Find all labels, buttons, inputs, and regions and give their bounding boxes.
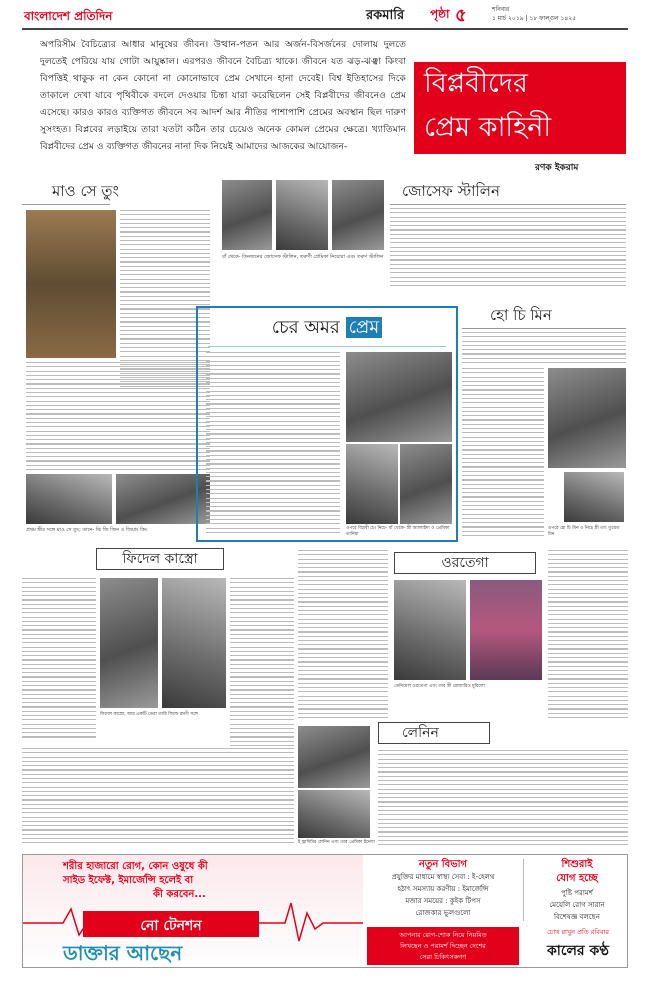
fidel-text-bottom bbox=[22, 748, 294, 844]
byline: রণক ইকরাম bbox=[535, 163, 579, 173]
fidel-photo-2 bbox=[162, 578, 226, 708]
ho-text-left bbox=[462, 368, 544, 538]
fidel-text-right bbox=[230, 578, 294, 748]
headline-title-line2: প্রেম কাহিনী bbox=[424, 112, 552, 143]
new-section-title: নতুন বিভাগ bbox=[418, 859, 468, 870]
che-portrait-photo bbox=[346, 352, 452, 442]
che-section bbox=[196, 306, 458, 542]
stalin-caption: বাঁ থেকে- তিনজনের জোসেফ স্টালিন, তরুণী প্রেমিকা নিয়োরা এবং তরুণ স্টালিন bbox=[222, 254, 384, 260]
stalin-text bbox=[390, 208, 626, 286]
che-title bbox=[198, 316, 456, 340]
fidel-title: ফিদেল কাস্ত্রো bbox=[96, 548, 224, 570]
new-section-line3: মজার সময়ের : কুইক টিপস bbox=[405, 897, 481, 905]
ad-tagline-line1: শরীর হাজারো রোগ, কোন ওষুধে কী bbox=[63, 861, 208, 872]
new-section-line1: প্রযুক্তির মাধ্যমে স্বাস্থ্য সেবা : ই-হেলথ bbox=[391, 873, 495, 881]
che-caption: ওপরে বিপ্লবী চে। নিচে- বাঁ থেকে- স্ত্রী অ্যালাইদা ও প্রেমিকা তানিয়া bbox=[346, 526, 450, 537]
stalin-title-rule bbox=[390, 204, 626, 205]
kaler-kantho-logo: কালের কণ্ঠ bbox=[547, 943, 609, 959]
mao-portrait-photo bbox=[26, 210, 116, 358]
che-wife-photo bbox=[346, 444, 398, 524]
mao-text-full bbox=[26, 362, 210, 470]
mao-caption: প্রথম স্ত্রীর সঙ্গে মাও সে তুং; ডানে- ঝি জি জিন ও জিয়াং কিং bbox=[26, 527, 148, 533]
stalin-section bbox=[218, 178, 628, 290]
fidel-section bbox=[22, 548, 294, 848]
stalin-title: জোসেফ স্টালিন bbox=[402, 182, 500, 200]
no-tension-text: নো টেনশন bbox=[140, 918, 202, 934]
page-label bbox=[430, 2, 470, 24]
ortega-title: ওরতেগা bbox=[394, 552, 536, 574]
kids-title: শিশুরাই bbox=[561, 859, 593, 870]
footer-ad bbox=[22, 854, 628, 968]
ad-bottom-text bbox=[367, 927, 519, 965]
headline-block bbox=[414, 62, 626, 154]
headline-title-line1: বিপ্লবীদের bbox=[424, 68, 528, 99]
che-lover-photo bbox=[400, 444, 452, 524]
intro-text: অপরিসীম বৈচিত্র্যের আধার মানুষের জীবন। উত্থান-পতন আর অর্জন-বিসর্জনের দোলায় দুলতে দুলতেই পেরিয়ে যায় গোটা আয়ুষ্কাল। এরপরও জীবনে বৈচিত্র্য থাকে। জীবনে যত ঝড়-ঝঞ্ঝা কিংবা বিপত্তিই থাকুক না কেন কোনো না কোনোভাবে প্রেম সেখানে হানা দেবেই। বিশ্ব ইতিহাসের দিকে তাকালে দেখা যাবে পৃথিবীকে বদলে দেওয়ার চিন্তা যারা করেছিলেন সেই বিপ্লবীদের জীবনেও প্রেম এসেছে। কারও কারও ব্যক্তিগত জীবনে সব আদর্শ আর নীতির পাশাপাশি প্রেমের অবস্থান ছিল দারুণ সুসংহত। বিপ্লবের লড়াইয়ে তারা যতটা কঠিন তার চেয়েও অনেক কোমল প্রেমের ক্ষেত্রে। খ্যাতিমান বিপ্লবীদের প্রেম ও ব্যক্তিগত জীবনের নানা দিক নিয়েই আমাদের আজকের আয়োজন- bbox=[40, 39, 406, 152]
mao-wife-photo bbox=[26, 474, 112, 524]
ho-title: হো চি মিন bbox=[490, 306, 552, 324]
ho-title-rule bbox=[462, 328, 626, 329]
masthead bbox=[0, 0, 650, 28]
lenin-caption: ই ভ্লাদিমির লেনিন এবং তার প্রেমিকা ইনেসা bbox=[298, 840, 375, 845]
ad-bottom-line2: লিখছেন ও পরামর্শ দিচ্ছেন দেশের bbox=[400, 942, 486, 950]
doctor-logo: ডাক্তার আছেন bbox=[63, 941, 183, 965]
lenin-photo-1 bbox=[298, 726, 370, 788]
ad-tagline-line2: সাইড ইফেক্ট, ইমার্জেন্সি হলেই বা bbox=[63, 875, 194, 886]
ortega-caption: ডেনিয়েল ওরতেগা এবং তার স্ত্রী রোজারিও মুরিলো bbox=[394, 684, 485, 689]
ho-wife-photo bbox=[564, 472, 624, 522]
ho-caption: ওপরে হো চি মিন ও নিচে স্ত্রী তাং তুয়েত মিন bbox=[548, 526, 620, 537]
ortega-section bbox=[298, 548, 628, 718]
ho-section bbox=[460, 302, 628, 542]
masthead-rule bbox=[22, 28, 628, 30]
section-name: রকমারি bbox=[366, 8, 405, 23]
page-label-text: পৃষ্ঠা bbox=[430, 7, 450, 21]
ortega-text-right bbox=[548, 550, 628, 718]
paper-name: বাংলাদেশ প্রতিদিন bbox=[24, 9, 113, 23]
ad-bottom-line3: সেরা চিকিৎসকগণ bbox=[419, 953, 467, 961]
che-title-part1: চের অমর bbox=[271, 317, 340, 338]
stalin-photo-3 bbox=[332, 180, 384, 250]
che-title-part2: প্রেম bbox=[346, 317, 383, 338]
stalin-photo-1 bbox=[222, 180, 272, 250]
new-section-line4: রোজকার ভুলগুলো bbox=[415, 909, 471, 917]
che-text bbox=[206, 352, 340, 536]
mao-title-rule bbox=[22, 204, 110, 205]
fidel-text-left bbox=[22, 578, 96, 738]
ad-divider bbox=[523, 859, 524, 921]
kids-line1: পুষ্টি পরামর্শ bbox=[561, 889, 593, 897]
ortega-text-intro bbox=[298, 550, 388, 718]
ho-text-full bbox=[462, 332, 626, 366]
kids-box bbox=[527, 857, 627, 923]
ortega-photo-1 bbox=[394, 580, 466, 680]
kids-subtitle: যোগ হচ্ছে bbox=[556, 873, 598, 884]
lenin-photo-2 bbox=[298, 790, 370, 838]
new-section-box bbox=[367, 857, 519, 923]
lenin-title: লেনিন bbox=[402, 725, 439, 741]
masthead-date: ১ মার্চ ২০১৯ | ১৮ ফাল্গুন ১৪২৫ bbox=[492, 15, 577, 22]
no-tension-badge bbox=[83, 911, 259, 937]
kids-line2: মেয়েলি রোগ সারান bbox=[549, 901, 605, 909]
mao-section bbox=[22, 178, 212, 538]
masthead-day: শনিবার bbox=[492, 6, 510, 13]
ho-portrait-photo bbox=[548, 368, 626, 468]
fidel-photo-1 bbox=[100, 578, 158, 708]
lenin-text bbox=[378, 750, 628, 848]
page-number: ৫ bbox=[455, 5, 467, 26]
fidel-caption: ফিদেল কাস্ত্রো, আর একটি ডেরা তারি ফিল্ডে রমণী সঙ্গে bbox=[100, 712, 199, 717]
che-title-rule bbox=[208, 346, 446, 347]
ortega-photo-2 bbox=[470, 580, 542, 680]
weekday-note: চোখ রাখুন প্রতি রবিবার bbox=[547, 928, 609, 936]
lenin-section bbox=[298, 722, 628, 852]
kids-line3: বিশেষজ্ঞ বলছেন bbox=[554, 913, 600, 921]
ad-tagline-line3: কী করবেন... bbox=[153, 889, 206, 900]
ad-bottom-line1: আপনার রোগ-শোক নিয়ে নিয়মিত bbox=[399, 931, 487, 939]
new-section-line2: হঠাৎ সমস্যায় করণীয় : ইমার্জেন্সি bbox=[397, 885, 489, 893]
mao-title: মাও সে তুং bbox=[52, 182, 119, 200]
stalin-photo-2 bbox=[276, 180, 328, 250]
